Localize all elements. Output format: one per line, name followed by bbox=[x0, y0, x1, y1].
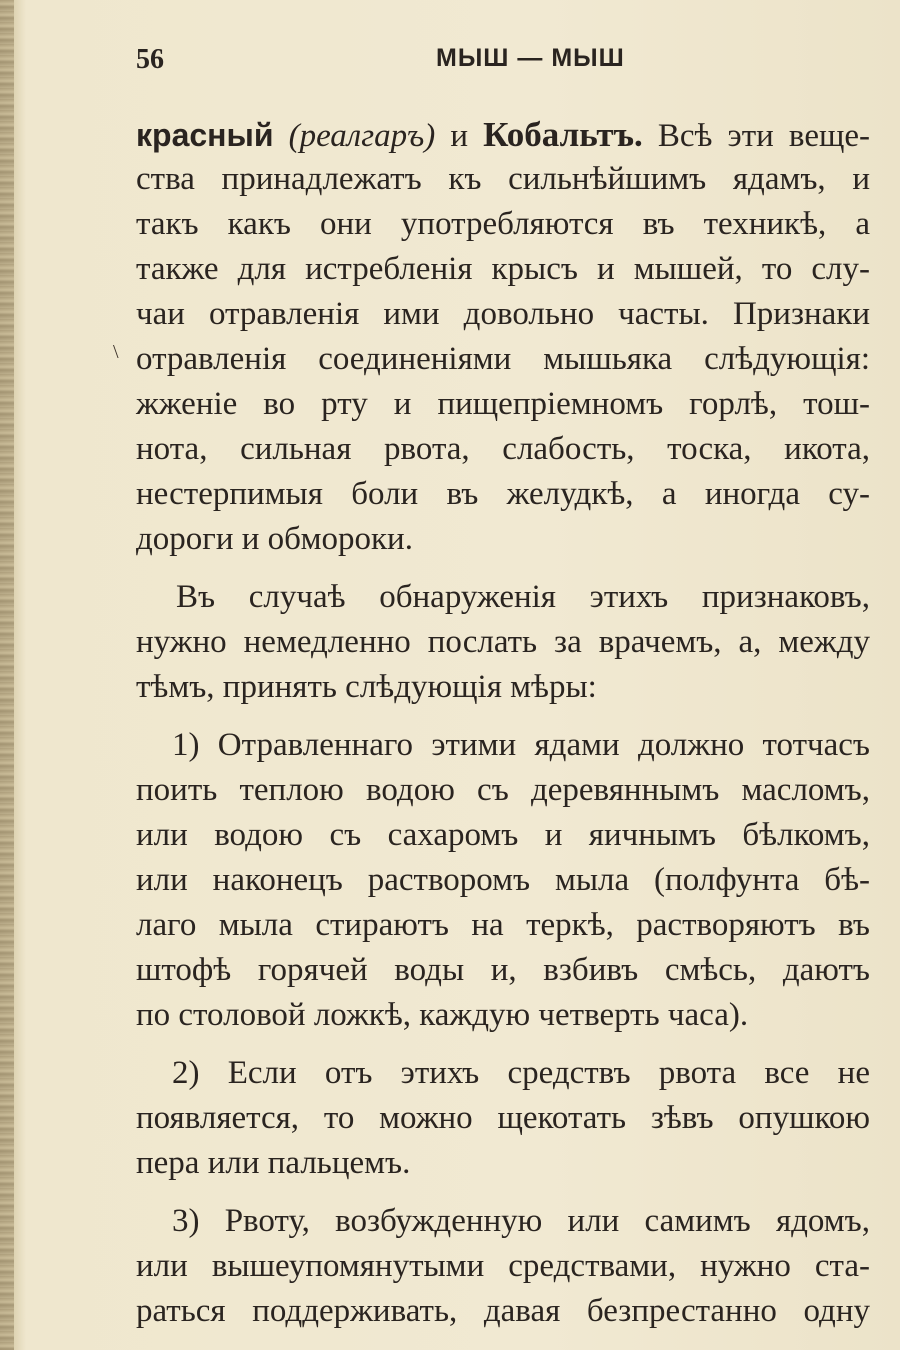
text-line: ства принадлежатъ къ сильнѣйшимъ ядамъ, и bbox=[136, 161, 870, 197]
text-line: тѣмъ, принять слѣдующія мѣры: bbox=[136, 669, 597, 705]
text-line: поить теплою водою съ деревяннымъ масломъ, bbox=[136, 772, 870, 808]
page-number: 56 bbox=[136, 44, 164, 75]
text-line: или наконецъ растворомъ мыла (полфунта бѣ- bbox=[136, 862, 870, 898]
text-line: такъ какъ они употребляются въ техникѣ, а bbox=[136, 206, 870, 242]
text-line: также для истребленія крысъ и мышей, то слу- bbox=[136, 251, 870, 287]
body-text bbox=[136, 112, 870, 1334]
sentence-start: Всѣ эти веще- bbox=[657, 118, 871, 154]
text-line: Въ случаѣ обнаруженія этихъ признаковъ, bbox=[176, 579, 870, 615]
book-spine-edge bbox=[0, 0, 14, 1350]
text-line: пера или пальцемъ. bbox=[136, 1145, 411, 1181]
text-line: или водою съ сахаромъ и яичнымъ бѣлкомъ, bbox=[136, 817, 870, 853]
text-line: по столовой ложкѣ, каждую четверть часа). bbox=[136, 997, 749, 1033]
text-line: лаго мыла стираютъ на теркѣ, растворяютъ въ bbox=[136, 907, 870, 943]
text-line: или вышеупомянутыми средствами, нужно ста- bbox=[136, 1248, 870, 1284]
text-line: штофѣ горячей воды и, взбивъ смѣсь, даютъ bbox=[136, 952, 870, 988]
margin-mark: \ bbox=[113, 341, 119, 363]
list-item-1: 1) Отравленнаго этими ядами должно тотчасъ bbox=[172, 727, 870, 763]
text-line: отравленія соединеніями мышьяка слѣдующія: bbox=[136, 341, 870, 377]
term-red: красный bbox=[136, 117, 274, 153]
text-line: появляется, то можно щекотать зѣвъ опушкою bbox=[136, 1100, 870, 1136]
text-line: нужно немедленно послать за врачемъ, а, между bbox=[136, 624, 870, 660]
term-cobalt: Кобальтъ. bbox=[483, 115, 643, 154]
text-line: дороги и обмороки. bbox=[136, 521, 413, 557]
text-line bbox=[136, 112, 870, 157]
running-head: МЫШ — МЫШ bbox=[436, 44, 625, 72]
term-realgar: (реалгаръ) bbox=[288, 118, 436, 154]
page-header bbox=[136, 44, 870, 84]
list-item-2: 2) Если отъ этихъ средствъ рвота все не bbox=[172, 1055, 870, 1091]
list-item-3: 3) Рвоту, возбужденную или самимъ ядомъ, bbox=[172, 1203, 870, 1239]
text-line: нестерпимыя боли въ желудкѣ, а иногда су- bbox=[136, 476, 870, 512]
text-line: нота, сильная рвота, слабость, тоска, икота, bbox=[136, 431, 870, 467]
text-line: раться поддерживать, давая безпрестанно одну bbox=[136, 1293, 870, 1329]
text-line: чаи отравленія ими довольно часты. Признаки bbox=[136, 296, 870, 332]
text-line: жженіе во рту и пищепріемномъ горлѣ, тош- bbox=[136, 386, 870, 422]
conjunction: и bbox=[450, 118, 468, 154]
